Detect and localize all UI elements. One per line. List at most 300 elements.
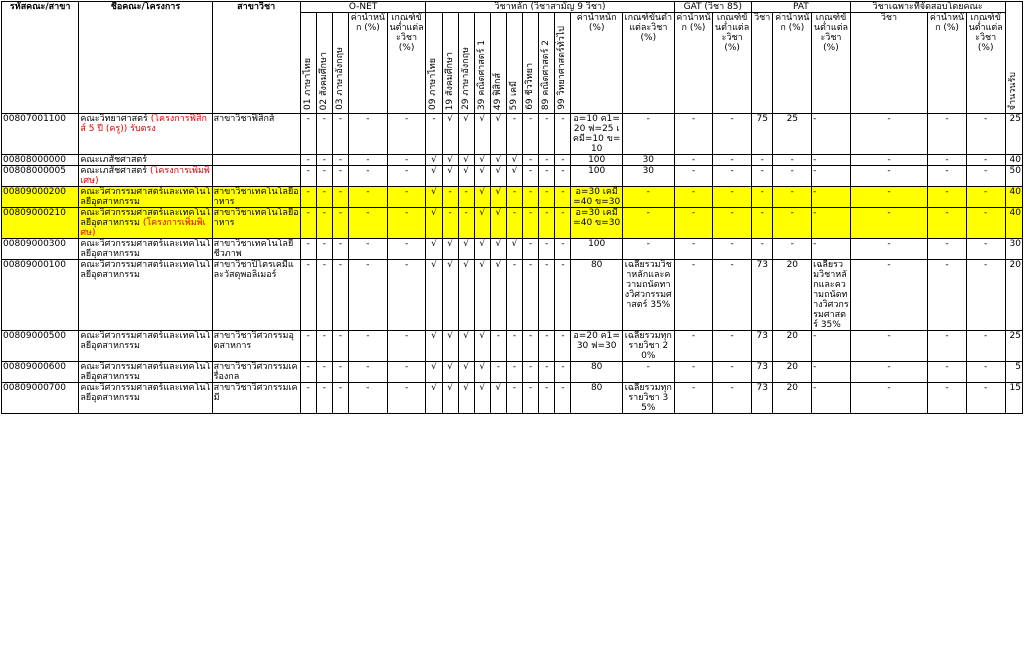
pat-subject: 73 xyxy=(751,362,772,383)
core-subject-cell: √ xyxy=(474,331,490,362)
row-code: 00809000210 xyxy=(2,208,79,239)
onet-cell: - xyxy=(332,187,348,208)
onet-cell: - xyxy=(387,187,426,208)
core-subject-cell: - xyxy=(523,383,539,414)
onet-cell: - xyxy=(316,114,332,155)
onet-cell: - xyxy=(349,208,388,239)
row-name xyxy=(79,239,212,260)
row-major: สาขาวิชาเทคโนโลยีอาหาร xyxy=(212,208,300,239)
header-core-subject: 09 ภาษาไทย xyxy=(426,13,442,114)
core-min: เฉลี่ยรวมทุกรายวิชา 20% xyxy=(622,331,674,362)
pat-subject: - xyxy=(751,187,772,208)
core-subject-cell: - xyxy=(539,260,555,331)
core-weight: อ=10 ค1=20 ฟ=25 เคมี=10 ข=10 xyxy=(571,114,623,155)
pat-subject: 75 xyxy=(751,114,772,155)
table-row xyxy=(2,362,1023,383)
header-core-weight: ค่าน้ำหนัก (%) xyxy=(571,13,623,114)
core-subject-cell: - xyxy=(506,383,522,414)
row-major xyxy=(212,166,300,187)
core-weight: อ=30 เคมี=40 ข=30 xyxy=(571,187,623,208)
pat-weight: 20 xyxy=(773,383,812,414)
core-subject-cell: √ xyxy=(506,239,522,260)
header-core-min: เกณฑ์ขั้นต่ำแต่ละวิชา (%) xyxy=(622,13,674,114)
core-min: - xyxy=(622,239,674,260)
core-subject-cell: √ xyxy=(426,362,442,383)
core-subject-cell: - xyxy=(539,155,555,166)
gat-weight: - xyxy=(674,166,713,187)
row-code: 00809000700 xyxy=(2,383,79,414)
core-weight: 100 xyxy=(571,155,623,166)
core-subject-cell: √ xyxy=(490,166,506,187)
core-subject-cell: √ xyxy=(474,383,490,414)
core-subject-cell: √ xyxy=(442,155,458,166)
row-code: 00809000200 xyxy=(2,187,79,208)
header-special-subject: วิชา xyxy=(850,13,927,114)
core-subject-cell: - xyxy=(523,114,539,155)
header-gat-min: เกณฑ์ขั้นต่ำแต่ละวิชา (%) xyxy=(713,13,752,114)
core-subject-cell: √ xyxy=(426,260,442,331)
row-name-project: (โครงการเพิ่มพิเศษ) xyxy=(80,218,206,238)
gat-min: - xyxy=(713,155,752,166)
row-name xyxy=(79,331,212,362)
core-weight: 80 xyxy=(571,362,623,383)
row-seats: 25 xyxy=(1005,114,1022,155)
row-major: สาขาวิชาปิโตรเคมีและวัสดุพอลิเมอร์ xyxy=(212,260,300,331)
header-name: ชื่อคณะ/โครงการ xyxy=(79,2,212,114)
core-subject-cell: - xyxy=(506,331,522,362)
core-weight: 80 xyxy=(571,383,623,414)
gat-weight: - xyxy=(674,362,713,383)
row-name-text: คณะวิศวกรรมศาสตร์และเทคโนโลยีอุตสาหกรรม xyxy=(80,362,211,382)
special-min: - xyxy=(966,208,1005,239)
onet-cell: - xyxy=(316,208,332,239)
special-subject: - xyxy=(850,114,927,155)
row-code: 00809000100 xyxy=(2,260,79,331)
header-major: สาขาวิชา xyxy=(212,2,300,114)
row-seats: 5 xyxy=(1005,362,1022,383)
special-subject: - xyxy=(850,208,927,239)
core-subject-cell: √ xyxy=(442,362,458,383)
onet-cell: - xyxy=(349,166,388,187)
onet-cell: - xyxy=(300,187,316,208)
pat-weight: - xyxy=(773,187,812,208)
special-min: - xyxy=(966,239,1005,260)
core-min: - xyxy=(622,114,674,155)
core-subject-cell: - xyxy=(555,155,571,166)
pat-weight: 20 xyxy=(773,260,812,331)
row-seats: 25 xyxy=(1005,331,1022,362)
core-subject-cell: √ xyxy=(474,239,490,260)
gat-min: - xyxy=(713,383,752,414)
core-subject-cell: - xyxy=(539,331,555,362)
gat-min: - xyxy=(713,166,752,187)
header-pat: PAT xyxy=(751,2,850,13)
pat-weight: - xyxy=(773,166,812,187)
row-seats: 40 xyxy=(1005,187,1022,208)
header-pat-weight: ค่าน้ำหนัก (%) xyxy=(773,13,812,114)
row-name xyxy=(79,166,212,187)
core-subject-cell: √ xyxy=(442,239,458,260)
core-subject-cell: √ xyxy=(458,331,474,362)
header-gat: GAT (วิชา 85) xyxy=(674,2,751,13)
core-weight: 100 xyxy=(571,166,623,187)
table-row xyxy=(2,239,1023,260)
special-min: - xyxy=(966,166,1005,187)
gat-min: - xyxy=(713,362,752,383)
gat-weight: - xyxy=(674,331,713,362)
pat-min: - xyxy=(812,383,851,414)
pat-weight: - xyxy=(773,155,812,166)
core-subject-cell: - xyxy=(523,166,539,187)
row-code: 00807001100 xyxy=(2,114,79,155)
core-subject-cell: √ xyxy=(474,166,490,187)
special-weight: - xyxy=(928,114,967,155)
special-weight: - xyxy=(928,331,967,362)
special-weight: - xyxy=(928,208,967,239)
header-onet-min: เกณฑ์ขั้นต่ำแต่ละวิชา (%) xyxy=(387,13,426,114)
onet-cell: - xyxy=(332,383,348,414)
core-subject-cell: - xyxy=(458,187,474,208)
core-subject-cell: - xyxy=(506,260,522,331)
core-min: - xyxy=(622,362,674,383)
core-subject-cell: - xyxy=(539,383,555,414)
core-min: - xyxy=(622,187,674,208)
pat-min: - xyxy=(812,166,851,187)
onet-cell: - xyxy=(300,208,316,239)
core-subject-cell: - xyxy=(555,260,571,331)
table-row xyxy=(2,155,1023,166)
core-subject-cell: √ xyxy=(442,383,458,414)
row-major: สาขาวิชาฟิสิกส์ xyxy=(212,114,300,155)
core-subject-cell: √ xyxy=(474,208,490,239)
header-core-subject: 29 ภาษาอังกฤษ xyxy=(458,13,474,114)
onet-cell: - xyxy=(349,260,388,331)
onet-cell: - xyxy=(316,260,332,331)
row-major: สาขาวิชาวิศวกรรมเครื่องกล xyxy=(212,362,300,383)
onet-cell: - xyxy=(332,260,348,331)
table-row xyxy=(2,331,1023,362)
header-pat-subject: วิชา xyxy=(751,13,772,114)
pat-subject: 73 xyxy=(751,260,772,331)
onet-cell: - xyxy=(316,166,332,187)
gat-min: - xyxy=(713,260,752,331)
header-core-subject: 49 ฟิสิกส์ xyxy=(490,13,506,114)
row-name-text: คณะเภสัชศาสตร์ xyxy=(80,166,148,176)
onet-cell: - xyxy=(300,260,316,331)
header-onet-subject: 03 ภาษาอังกฤษ xyxy=(332,13,348,114)
core-subject-cell: - xyxy=(458,208,474,239)
core-subject-cell: - xyxy=(506,114,522,155)
header-onet-subject: 01 ภาษาไทย xyxy=(300,13,316,114)
pat-min: - xyxy=(812,187,851,208)
onet-cell: - xyxy=(349,331,388,362)
onet-cell: - xyxy=(332,114,348,155)
core-subject-cell: - xyxy=(490,362,506,383)
header-onet-weight: ค่าน้ำหนัก (%) xyxy=(349,13,388,114)
core-subject-cell: - xyxy=(523,155,539,166)
core-subject-cell: √ xyxy=(490,260,506,331)
special-weight: - xyxy=(928,239,967,260)
core-subject-cell: - xyxy=(555,187,571,208)
pat-weight: 20 xyxy=(773,362,812,383)
header-onet-subject: 02 สังคมศึกษา xyxy=(316,13,332,114)
header-core-subject: 89 คณิตศาสตร์ 2 xyxy=(539,13,555,114)
special-min: - xyxy=(966,187,1005,208)
table-row xyxy=(2,208,1023,239)
special-weight: - xyxy=(928,383,967,414)
table-row xyxy=(2,166,1023,187)
core-subject-cell: √ xyxy=(490,114,506,155)
table-row xyxy=(2,383,1023,414)
onet-cell: - xyxy=(387,114,426,155)
row-name-text: คณะวิทยาศาสตร์ xyxy=(80,114,148,124)
core-subject-cell: √ xyxy=(442,114,458,155)
pat-subject: - xyxy=(751,166,772,187)
core-subject-cell: √ xyxy=(458,155,474,166)
onet-cell: - xyxy=(300,166,316,187)
core-subject-cell: - xyxy=(539,187,555,208)
core-subject-cell: - xyxy=(555,166,571,187)
core-subject-cell: √ xyxy=(490,383,506,414)
gat-min: - xyxy=(713,331,752,362)
special-subject: - xyxy=(850,187,927,208)
row-code: 00808000005 xyxy=(2,166,79,187)
pat-min: - xyxy=(812,362,851,383)
pat-weight: - xyxy=(773,239,812,260)
row-seats: 30 xyxy=(1005,239,1022,260)
core-subject-cell: √ xyxy=(426,383,442,414)
special-min: - xyxy=(966,155,1005,166)
core-subject-cell: √ xyxy=(506,155,522,166)
header-core-subject: 59 เคมี xyxy=(506,13,522,114)
special-subject: - xyxy=(850,239,927,260)
gat-weight: - xyxy=(674,208,713,239)
header-core-subject: 69 ชีววิทยา xyxy=(523,13,539,114)
core-subject-cell: - xyxy=(539,114,555,155)
onet-cell: - xyxy=(316,383,332,414)
core-subject-cell: - xyxy=(523,362,539,383)
pat-min: - xyxy=(812,155,851,166)
gat-weight: - xyxy=(674,155,713,166)
core-subject-cell: √ xyxy=(474,260,490,331)
special-weight: - xyxy=(928,362,967,383)
row-name-text: คณะวิศวกรรมศาสตร์และเทคโนโลยีอุตสาหกรรม xyxy=(80,331,211,351)
onet-cell: - xyxy=(387,155,426,166)
row-name xyxy=(79,383,212,414)
core-subject-cell: - xyxy=(523,208,539,239)
special-weight: - xyxy=(928,155,967,166)
core-subject-cell: - xyxy=(555,383,571,414)
row-code: 00809000500 xyxy=(2,331,79,362)
admission-table xyxy=(1,1,1023,414)
core-subject-cell: - xyxy=(523,331,539,362)
row-major: สาขาวิชาเทคโนโลยีชีวภาพ xyxy=(212,239,300,260)
gat-weight: - xyxy=(674,187,713,208)
onet-cell: - xyxy=(316,239,332,260)
special-weight: - xyxy=(928,260,967,331)
core-subject-cell: - xyxy=(539,208,555,239)
header-core: วิชาหลัก (วิชาสามัญ 9 วิชา) xyxy=(426,2,674,13)
onet-cell: - xyxy=(300,362,316,383)
core-subject-cell: √ xyxy=(426,166,442,187)
header-special-weight: ค่าน้ำหนัก (%) xyxy=(928,13,967,114)
header-special-min: เกณฑ์ขั้นต่ำแต่ละวิชา (%) xyxy=(966,13,1005,114)
row-name-text: คณะวิศวกรรมศาสตร์และเทคโนโลยีอุตสาหกรรม xyxy=(80,239,211,259)
table-row xyxy=(2,187,1023,208)
core-subject-cell: - xyxy=(555,208,571,239)
core-min: เฉลี่ยรวมวิชาหลักและความถนัดทางวิศวกรรมศาสตร์ 35% xyxy=(622,260,674,331)
gat-weight: - xyxy=(674,239,713,260)
pat-min: - xyxy=(812,114,851,155)
special-subject: - xyxy=(850,383,927,414)
core-subject-cell: - xyxy=(506,362,522,383)
onet-cell: - xyxy=(349,239,388,260)
core-subject-cell: - xyxy=(506,208,522,239)
special-subject: - xyxy=(850,331,927,362)
gat-min: - xyxy=(713,208,752,239)
core-min: เฉลี่ยรวมทุกรายวิชา 35% xyxy=(622,383,674,414)
onet-cell: - xyxy=(332,362,348,383)
row-seats: 15 xyxy=(1005,383,1022,414)
core-subject-cell: √ xyxy=(426,155,442,166)
core-subject-cell: √ xyxy=(458,239,474,260)
core-subject-cell: - xyxy=(523,239,539,260)
special-subject: - xyxy=(850,166,927,187)
pat-min: - xyxy=(812,331,851,362)
pat-min: - xyxy=(812,239,851,260)
core-subject-cell: √ xyxy=(458,114,474,155)
pat-subject: 73 xyxy=(751,331,772,362)
special-min: - xyxy=(966,383,1005,414)
onet-cell: - xyxy=(349,362,388,383)
row-seats: 20 xyxy=(1005,260,1022,331)
header-seats: จำนวนรับ xyxy=(1005,2,1022,114)
onet-cell: - xyxy=(332,208,348,239)
onet-cell: - xyxy=(300,239,316,260)
row-major: สาขาวิชาวิศวกรรมเคมี xyxy=(212,383,300,414)
onet-cell: - xyxy=(332,331,348,362)
special-subject: - xyxy=(850,155,927,166)
onet-cell: - xyxy=(316,362,332,383)
core-subject-cell: - xyxy=(555,239,571,260)
row-seats: 50 xyxy=(1005,166,1022,187)
core-subject-cell: - xyxy=(506,187,522,208)
core-subject-cell: √ xyxy=(506,166,522,187)
core-weight: 100 xyxy=(571,239,623,260)
core-subject-cell: - xyxy=(539,239,555,260)
core-subject-cell: - xyxy=(555,114,571,155)
onet-cell: - xyxy=(349,187,388,208)
row-name-text: คณะวิศวกรรมศาสตร์และเทคโนโลยีอุตสาหกรรม xyxy=(80,208,211,228)
special-weight: - xyxy=(928,187,967,208)
row-code: 00809000300 xyxy=(2,239,79,260)
core-subject-cell: √ xyxy=(458,362,474,383)
core-min: - xyxy=(622,208,674,239)
core-subject-cell: √ xyxy=(490,187,506,208)
onet-cell: - xyxy=(387,166,426,187)
core-subject-cell: √ xyxy=(458,166,474,187)
core-subject-cell: √ xyxy=(458,383,474,414)
gat-weight: - xyxy=(674,260,713,331)
gat-min: - xyxy=(713,187,752,208)
row-name xyxy=(79,155,212,166)
core-subject-cell: - xyxy=(539,166,555,187)
row-name xyxy=(79,362,212,383)
core-subject-cell: √ xyxy=(426,239,442,260)
onet-cell: - xyxy=(332,166,348,187)
pat-subject: - xyxy=(751,155,772,166)
core-subject-cell: - xyxy=(539,362,555,383)
row-major: สาขาวิชาเทคโนโลยีอาหาร xyxy=(213,187,299,207)
core-subject-cell: √ xyxy=(474,155,490,166)
onet-cell: - xyxy=(349,155,388,166)
core-subject-cell: √ xyxy=(442,331,458,362)
row-seats: 40 xyxy=(1005,208,1022,239)
gat-weight: - xyxy=(674,383,713,414)
core-subject-cell: - xyxy=(555,362,571,383)
core-min: 30 xyxy=(622,155,674,166)
special-subject: - xyxy=(850,260,927,331)
core-subject-cell: √ xyxy=(442,166,458,187)
special-subject: - xyxy=(850,362,927,383)
header-special: วิชาเฉพาะที่จัดสอบโดยคณะ xyxy=(850,2,1005,13)
special-min: - xyxy=(966,331,1005,362)
row-name-text: คณะวิศวกรรมศาสตร์และเทคโนโลยีอุตสาหกรรม xyxy=(80,383,211,403)
row-name xyxy=(79,187,212,208)
onet-cell: - xyxy=(387,208,426,239)
pat-weight: - xyxy=(773,208,812,239)
onet-cell: - xyxy=(349,114,388,155)
gat-min: - xyxy=(713,114,752,155)
table-row xyxy=(2,260,1023,331)
header-gat-weight: ค่าน้ำหนัก (%) xyxy=(674,13,713,114)
pat-subject: - xyxy=(751,239,772,260)
onet-cell: - xyxy=(349,383,388,414)
row-name xyxy=(79,260,212,331)
row-name-project: (โครงการฟิสิกส์ 5 ปี (ครู)) รับตรง xyxy=(80,114,207,134)
onet-cell: - xyxy=(387,239,426,260)
core-weight: 80 xyxy=(571,260,623,331)
onet-cell: - xyxy=(300,331,316,362)
core-subject-cell: √ xyxy=(474,114,490,155)
core-subject-cell: √ xyxy=(426,187,442,208)
pat-min: เฉลี่ยรวมวิชาหลักและความถนัดทางวิศวกรรมศาสตร์ 35% xyxy=(813,260,849,330)
onet-cell: - xyxy=(316,331,332,362)
row-name xyxy=(79,114,212,155)
onet-cell: - xyxy=(300,383,316,414)
row-major xyxy=(212,155,300,166)
core-subject-cell: √ xyxy=(426,331,442,362)
row-name-project: (โครงการเพิ่มพิเศษ) xyxy=(80,166,210,186)
header-core-subject: 39 คณิตศาสตร์ 1 xyxy=(474,13,490,114)
row-major: สาขาวิชาวิศวกรรมอุตสาหการ xyxy=(212,331,300,362)
special-min: - xyxy=(966,114,1005,155)
core-subject-cell: - xyxy=(555,331,571,362)
onet-cell: - xyxy=(387,331,426,362)
core-weight: อ=30 เคมี=40 ข=30 xyxy=(571,208,623,239)
onet-cell: - xyxy=(387,362,426,383)
pat-weight: 25 xyxy=(773,114,812,155)
special-min: - xyxy=(966,260,1005,331)
pat-subject: 73 xyxy=(751,383,772,414)
pat-min: - xyxy=(812,208,851,239)
core-subject-cell: √ xyxy=(458,260,474,331)
onet-cell: - xyxy=(332,155,348,166)
gat-weight: - xyxy=(674,114,713,155)
core-subject-cell: - xyxy=(442,208,458,239)
row-name xyxy=(79,208,212,239)
row-code: 00809000600 xyxy=(2,362,79,383)
